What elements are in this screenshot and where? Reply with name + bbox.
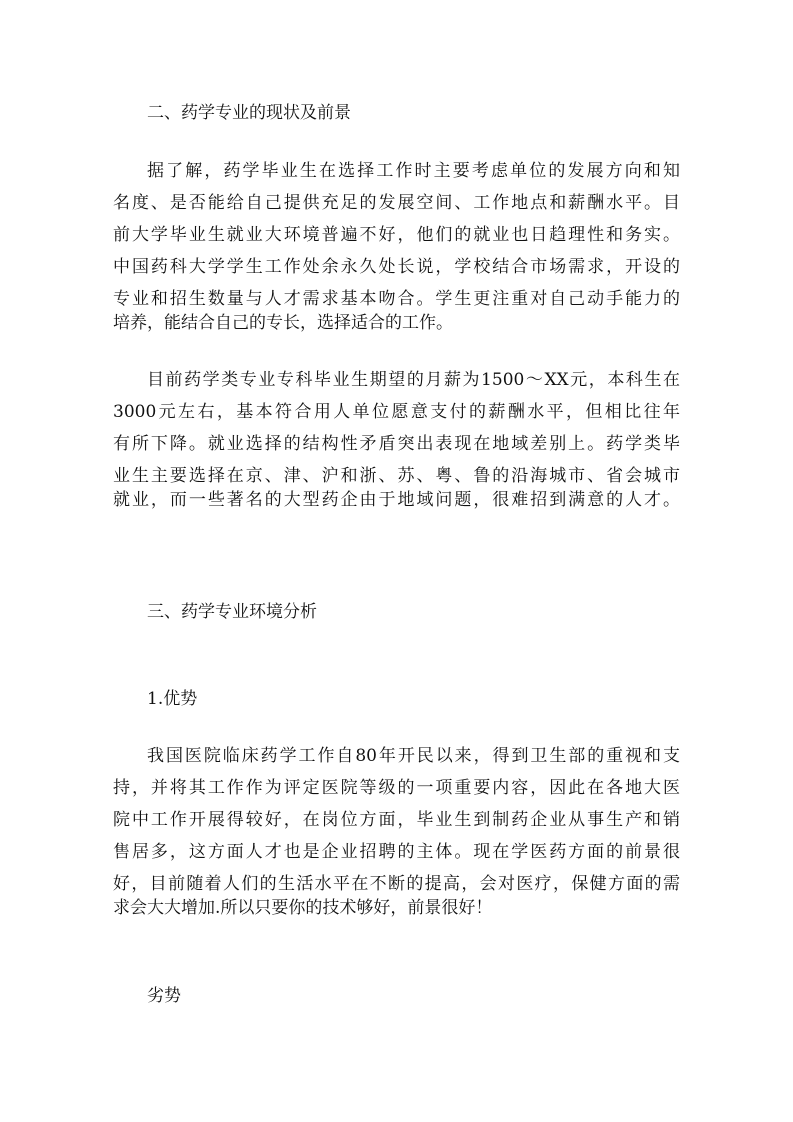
paragraph-line: 好，目前随着人们的生活水平在不断的提高，会对医疗，保健方面的需: [113, 874, 680, 894]
paragraph-line: 院中工作开展得较好，在岗位方面，毕业生到制药企业从事生产和销: [113, 810, 680, 830]
paragraph-line: 中国药科大学学生工作处余永久处长说，学校结合市场需求，开设的: [113, 257, 680, 277]
subsection-advantages-heading: 1.优势: [147, 689, 198, 709]
paragraph-line: 目前药学类专业专科毕业生期望的月薪为1500～XX元，本科生在: [147, 370, 680, 390]
paragraph-line: 名度、是否能给自己提供充足的发展空间、工作地点和薪酬水平。目: [113, 193, 680, 213]
paragraph-line: 3000元左右，基本符合用人单位愿意支付的薪酬水平，但相比往年: [113, 402, 680, 422]
paragraph-line: 求会大大增加.所以只要你的技术够好，前景很好！: [113, 898, 493, 918]
paragraph-line: 前大学毕业生就业大环境普遍不好，他们的就业也日趋理性和务实。: [113, 225, 680, 245]
paragraph-line: 就业，而一些著名的大型药企由于地域问题，很难招到满意的人才。: [113, 490, 680, 510]
paragraph-line: 业生主要选择在京、津、沪和浙、苏、粤、鲁的沿海城市、省会城市: [113, 466, 680, 486]
paragraph-line: 有所下降。就业选择的结构性矛盾突出表现在地域差别上。药学类毕: [113, 434, 680, 454]
paragraph-line: 据了解，药学毕业生在选择工作时主要考虑单位的发展方向和知: [147, 161, 680, 181]
paragraph-line: 培养，能结合自己的专长，选择适合的工作。: [113, 313, 453, 333]
paragraph-line: 我国医院临床药学工作自80年开民以来，得到卫生部的重视和支: [147, 746, 680, 766]
paragraph-line: 专业和招生数量与人才需求基本吻合。学生更注重对自己动手能力的: [113, 289, 680, 309]
paragraph-line: 售居多，这方面人才也是企业招聘的主体。现在学医药方面的前景很: [113, 842, 680, 862]
section-2-heading: 二、药学专业的现状及前景: [147, 103, 351, 123]
subsection-disadvantages-heading: 劣势: [147, 986, 181, 1006]
section-3-heading: 三、药学专业环境分析: [147, 602, 317, 622]
paragraph-line: 持，并将其工作作为评定医院等级的一项重要内容，因此在各地大医: [113, 778, 680, 798]
